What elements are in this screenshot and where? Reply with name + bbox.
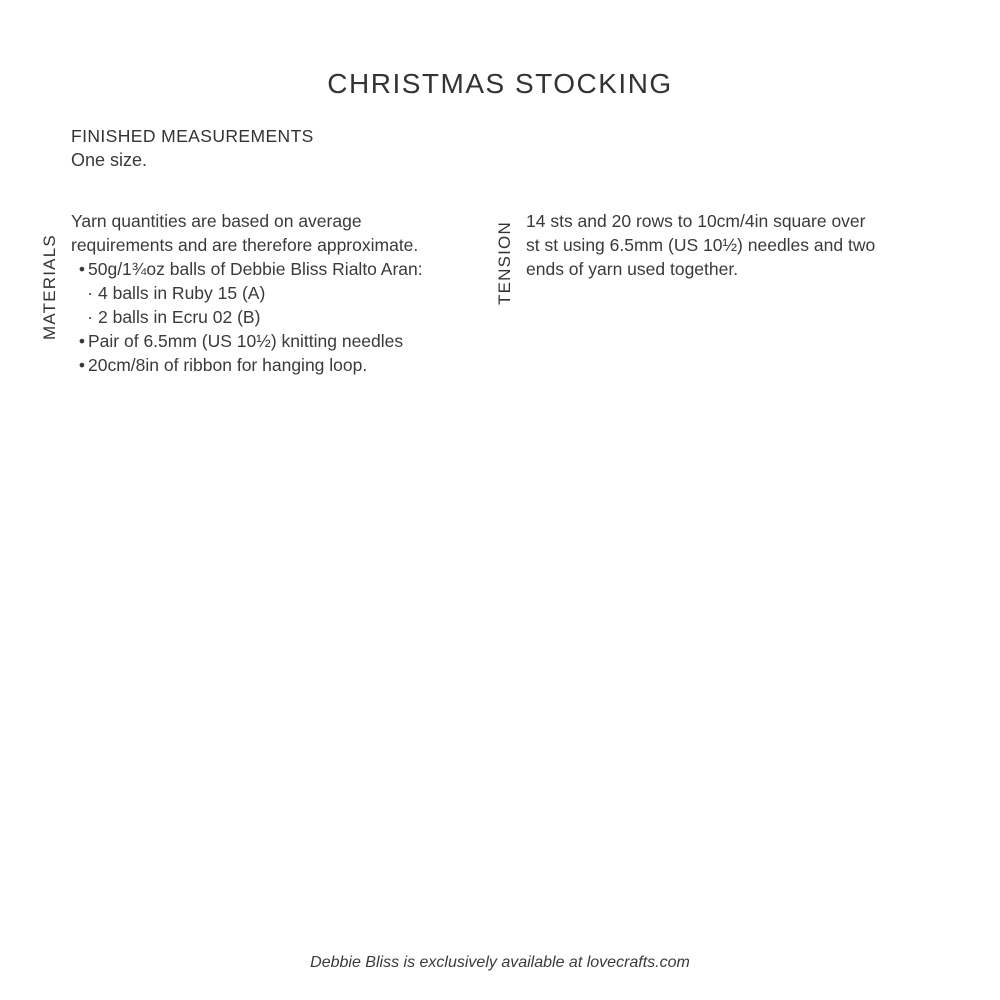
list-item-text: 50g/1¾oz balls of Debbie Bliss Rialto Aran:	[88, 259, 423, 279]
tension-line: ends of yarn used together.	[526, 259, 739, 279]
materials-section	[71, 209, 481, 377]
list-item	[71, 305, 481, 329]
materials-label: MATERIALS	[40, 234, 59, 340]
bullet-icon: •	[78, 259, 85, 279]
tension-line: st st using 6.5mm (US 10½) needles and two	[526, 235, 876, 255]
materials-intro-line: Yarn quantities are based on average	[71, 211, 362, 231]
bullet-icon: •	[78, 331, 85, 351]
list-item	[71, 281, 481, 305]
footer-note: Debbie Bliss is exclusively available at lovecrafts.com	[310, 954, 690, 971]
finished-measurements-text: One size.	[71, 150, 148, 170]
materials-intro-line: requirements and are therefore approximate.	[71, 235, 419, 255]
bullet-icon: ·	[87, 283, 93, 303]
tension-section	[526, 209, 936, 281]
list-item-text: Pair of 6.5mm (US 10½) knitting needles	[88, 331, 404, 351]
list-item-text: 4 balls in Ruby 15 (A)	[98, 283, 266, 303]
bullet-icon: ·	[87, 307, 93, 327]
page-title: CHRISTMAS STOCKING	[327, 68, 673, 99]
bullet-icon: •	[78, 355, 85, 375]
list-item	[71, 353, 481, 377]
list-item	[71, 257, 481, 281]
tension-line: 14 sts and 20 rows to 10cm/4in square over	[526, 211, 866, 231]
list-item-text: 20cm/8in of ribbon for hanging loop.	[88, 355, 368, 375]
finished-measurements-heading: FINISHED MEASUREMENTS	[71, 126, 314, 146]
tension-label: TENSION	[495, 221, 514, 305]
list-item	[71, 329, 481, 353]
list-item-text: 2 balls in Ecru 02 (B)	[98, 307, 261, 327]
